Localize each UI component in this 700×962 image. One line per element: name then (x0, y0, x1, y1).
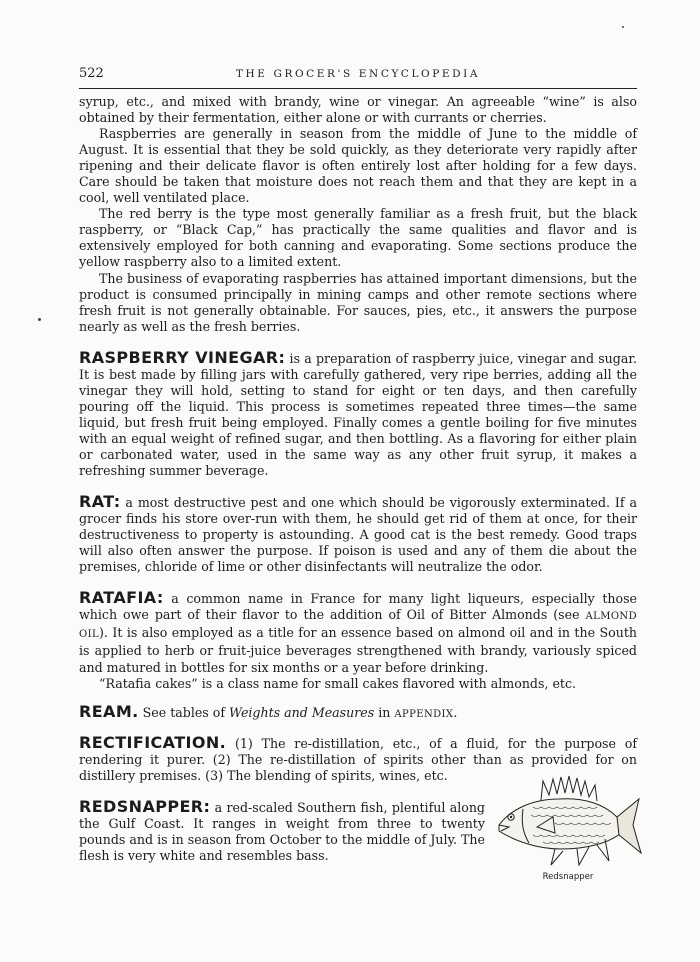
body-paragraph: The red berry is the type most generally familiar as a fresh fruit, but the black raspberry, or “Black Cap,” has practically the same qualities and flavor and is extensively employed for both canning and evaporating. Some sections produce the yellow raspberry also to a limited extent. (79, 206, 637, 270)
body-paragraph: The business of evaporating raspberries has attained important dimensions, but the product is consumed principally in mining camps and other remote sections where fresh fruit is not generally obtainable. For sauces, pies, etc., it answers the purpose nearly as well as the fresh berries. (79, 270, 637, 334)
cross-reference: ALMOND OIL (79, 611, 637, 641)
header-rule (79, 88, 637, 89)
running-title: THE GROCER'S ENCYCLOPEDIA (235, 68, 481, 80)
figure-caption: Redsnapper (542, 871, 594, 882)
entry-headword: REAM. (79, 701, 139, 721)
entry-headword: RAT: (79, 492, 121, 512)
entry-headword: RASPBERRY VINEGAR: (79, 347, 286, 367)
entry-ratafia-continued: “Ratafia cakes” is a class name for small cakes flavored with almonds, etc. (99, 675, 577, 691)
entry-text: . (453, 704, 458, 720)
entry-ratafia (79, 590, 637, 675)
cross-reference: APPENDIX (394, 708, 454, 720)
entry-text: a most destructive pest and one which should be vigorously exterminated. If a grocer finds his store over-run with them, he should get rid of them at once, for their destructiveness to property is astounding. A good cat is the best remedy. Good traps will also often answer the purpose. If poison is used and any of them die about the premises, chloride of lime or other disinfectants will neutralize the odor. (79, 495, 637, 575)
italic-reference: Weights and Measures (229, 704, 375, 720)
entry-ream (79, 701, 637, 723)
body-paragraph: Raspberries are generally in season from the middle of June to the middle of August. It is essential that they be sold quickly, as they deteriorate very rapidly after ripening and their delicate flavor is often entirely lost after holding for a few days. Care should be taken that moisture does not reach them and that they are kept in a cool, well ventilated place. (79, 126, 637, 206)
entry-text: a red-scaled Southern fish, plentiful along the Gulf Coast. It ranges in weight from three to twenty pounds and is in season from October to the middle of July. The flesh is very white and resembles bass. (79, 799, 485, 863)
page-body (79, 94, 638, 882)
body-paragraph: syrup, etc., and mixed with brandy, wine or vinegar. An agreeable “wine” is also obtained by their fermentation, either alone or with currants or cherries. (79, 94, 637, 126)
entry-text: ). It is also employed as a title for an essence based on almond oil and in the South is applied to herb or fruit-juice beverages strengthened with brandy, variously spiced and matured in bottles for six months or a year before drinking. (79, 625, 637, 675)
entry-raspberry-vinegar (79, 347, 638, 479)
entry-text: is a preparation of raspberry juice, vinegar and sugar. It is best made by filling jars with carefully gathered, very ripe berries, adding all the vinegar they will hold, setting to stand for eight or ten days, and then carefully pouring off the liquid. This process is sometimes repeated three times—the same liquid, but fresh fruit being employed. Finally comes a gentle boiling for five minutes with an equal weight of refined sugar, and then bottling. As a flavoring for either plain or carbonated water, used in the same way as any other fruit syrup, it makes a refreshing summer beverage. (79, 350, 638, 479)
fish-illustration-icon (493, 769, 643, 869)
entry-text: in (378, 704, 391, 720)
entry-text: a common name in France for many light liqueurs, especially those which owe part of their flavor to the addition of Oil of Bitter Almonds (see (79, 591, 637, 623)
entry-text: (1) The re-distillation, etc., of a fluid, for the purpose of rendering it purer. (2) The re-distillation of spirits other than as provided for on distillery premises. (3) The blending of spirits, wines, etc. (79, 735, 637, 783)
entry-rat (79, 494, 637, 575)
entry-text: See tables of (142, 704, 226, 720)
redsnapper-figure (493, 769, 643, 882)
entry-headword: REDSNAPPER: (79, 796, 211, 816)
margin-speck (622, 26, 624, 28)
page-number: 522 (79, 66, 104, 81)
page-header (79, 66, 637, 86)
entry-headword: RATAFIA: (79, 588, 164, 608)
entry-headword: RECTIFICATION. (79, 732, 227, 752)
margin-speck (38, 318, 41, 321)
entry-redsnapper (79, 796, 637, 882)
